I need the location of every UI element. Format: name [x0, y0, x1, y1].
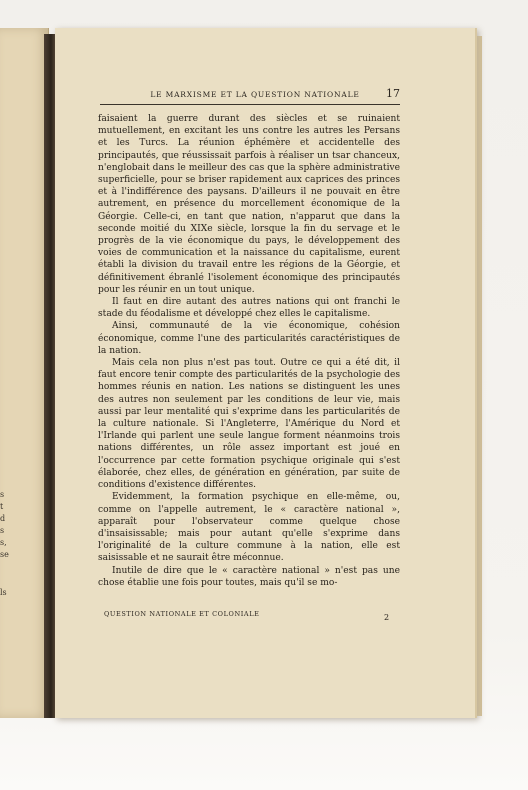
paragraph: faisaient la guerre durant des siècles et se ruinaient mutuellement, en excitant les uns contre les autres les Persans et les Turcs. La réunion éphémère et accidentelle des principautés, que réussissait parfois à réaliser un tsar chanceux, n'englobait dans le meilleur des cas que la sphère administrative superficielle, pour se briser rapidement aux caprices des princes et à l'indifférence des paysans. D'ailleurs il ne pouvait en être autrement, en présence du morcellement économique de la Géorgie. Celle-ci, en tant que nation, n'apparut que dans la seconde moitié du XIXe siècle, lorsque la fin du servage et le progrès de la vie économique du pays, le développement des voies de communication et la naissance du capitalisme, eurent établi la division du travail entre les régions de la Géorgie, et définitivement ébranlé l'isolement économique des principautés pour les réunir en un tout unique.	[98, 114, 400, 295]
fragment-text: d	[0, 514, 6, 523]
paragraph: Inutile de dire que le « caractère national » n'est pas une chose établie une fois pour toutes, mais qu'il se mo-	[98, 565, 400, 588]
signature-title: QUESTION NATIONALE ET COLONIALE	[104, 610, 260, 618]
fragment-text: s	[0, 526, 5, 535]
paragraph: Il faut en dire autant des autres nations qui ont franchi le stade du féodalisme et développé chez elles le capitalisme.	[98, 297, 400, 320]
fragment-text: t	[0, 502, 4, 511]
signature-number: 2	[384, 613, 390, 622]
paragraph: Evidemment, la formation psychique en elle-même, ou, comme on l'appelle autrement, le « caractère national », apparaît pour l'observateur comme quelque chose d'insaisissable; mais pour autant qu'elle s'exprime dans l'originalité de la culture commune à la nation, elle est saisissable et ne saurait être méconnue.	[98, 492, 400, 564]
paragraph: Mais cela non plus n'est pas tout. Outre ce qui a été dit, il faut encore tenir compte des particularités de la psychologie des hommes réunis en nation. Les nations se distinguent les unes des autres non seulement par les conditions de leur vie, mais aussi par leur mentalité qui s'exprime dans les particularités de la culture nationale. Si l'Angleterre, l'Amérique du Nord et l'Irlande qui parlent une seule langue forment néanmoins trois nations différentes, un rôle assez important est joué en l'occurrence par cette formation psychique originale qui s'est élaborée, chez elles, de génération en génération, par suite de conditions d'existence différentes.	[98, 358, 400, 491]
fragment-text: s	[0, 490, 5, 499]
fragment-text: se	[0, 550, 9, 559]
header-rule	[100, 104, 400, 105]
paragraph: Ainsi, communauté de la vie économique, cohésion économique, comme l'une des particularités caractéristiques de la nation.	[98, 321, 400, 356]
fragment-text: s,	[0, 538, 7, 547]
body-text	[98, 113, 400, 589]
left-page-edge	[0, 28, 49, 718]
fragment-text: ls	[0, 588, 7, 597]
running-title: LE MARXISME ET LA QUESTION NATIONALE	[150, 90, 360, 99]
page-number: 17	[386, 87, 400, 100]
